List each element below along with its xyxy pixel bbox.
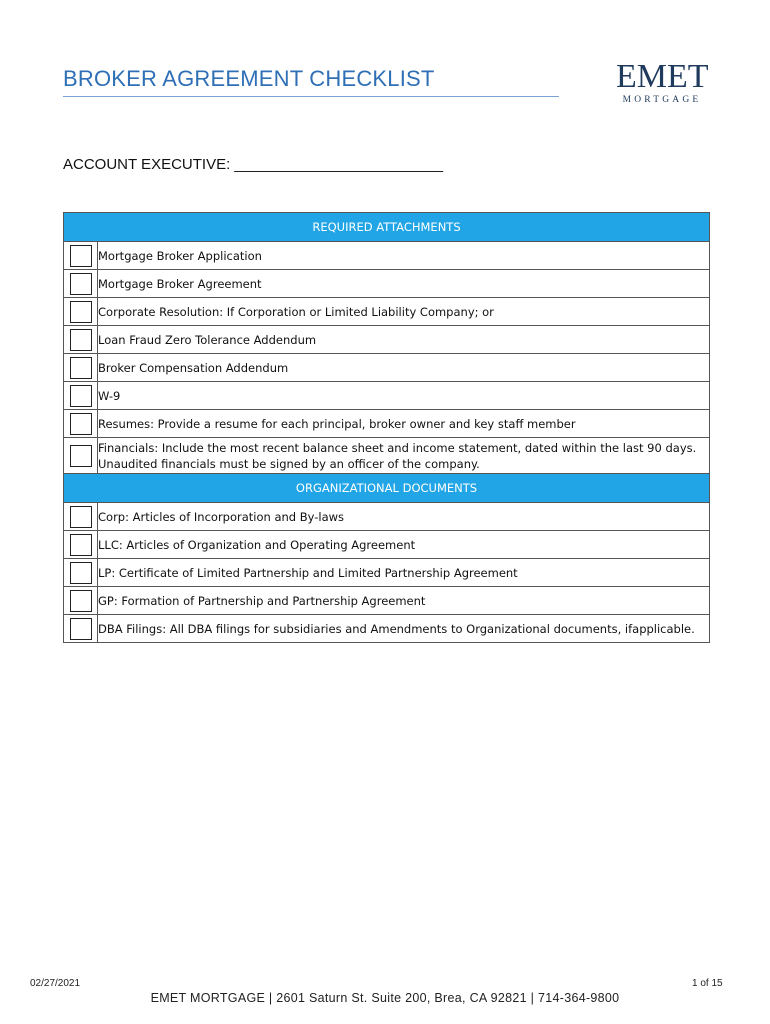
checkbox[interactable] bbox=[70, 506, 92, 528]
checklist-row bbox=[64, 438, 710, 474]
checkbox[interactable] bbox=[70, 445, 92, 467]
checklist-item-label: LP: Certificate of Limited Partnership and Limited Partnership Agreement bbox=[98, 559, 710, 587]
checklist-item-label: Loan Fraud Zero Tolerance Addendum bbox=[98, 326, 710, 354]
checkbox[interactable] bbox=[70, 590, 92, 612]
checklist-item-label: DBA Filings: All DBA filings for subsidiaries and Amendments to Organizational documents, ifapplicable. bbox=[98, 615, 710, 643]
checklist-row bbox=[64, 326, 710, 354]
checklist-row bbox=[64, 410, 710, 438]
checkbox[interactable] bbox=[70, 273, 92, 295]
section-heading: REQUIRED ATTACHMENTS bbox=[64, 213, 710, 242]
checklist-row bbox=[64, 615, 710, 643]
logo-wordmark: EMET bbox=[616, 58, 709, 95]
checklist-row bbox=[64, 354, 710, 382]
footer-address: EMET MORTGAGE | 2601 Saturn St. Suite 200, Brea, CA 92821 | 714-364-9800 bbox=[150, 991, 620, 1005]
section-header-required bbox=[64, 213, 710, 242]
checkbox[interactable] bbox=[70, 413, 92, 435]
title-underline bbox=[63, 96, 559, 97]
checklist-row bbox=[64, 587, 710, 615]
checklist-row bbox=[64, 531, 710, 559]
checkbox[interactable] bbox=[70, 301, 92, 323]
checklist-item-label: LLC: Articles of Organization and Operating Agreement bbox=[98, 531, 710, 559]
checklist-row bbox=[64, 298, 710, 326]
checklist-item-label: GP: Formation of Partnership and Partnership Agreement bbox=[98, 587, 710, 615]
section-header-organizational bbox=[64, 474, 710, 503]
checklist-item-label: Corporate Resolution: If Corporation or Limited Liability Company; or bbox=[98, 298, 710, 326]
checkbox[interactable] bbox=[70, 329, 92, 351]
checklist-row bbox=[64, 382, 710, 410]
checklist-item-label: Mortgage Broker Agreement bbox=[98, 270, 710, 298]
logo-subtitle: MORTGAGE bbox=[622, 95, 702, 105]
account-executive-field[interactable]: ACCOUNT EXECUTIVE: _________________________ bbox=[63, 156, 443, 173]
checkbox[interactable] bbox=[70, 357, 92, 379]
checklist-item-label: Corp: Articles of Incorporation and By-laws bbox=[98, 503, 710, 531]
checkbox[interactable] bbox=[70, 245, 92, 267]
emet-mortgage-logo bbox=[616, 60, 708, 105]
checklist-row bbox=[64, 242, 710, 270]
checklist-row bbox=[64, 559, 710, 587]
footer-date: 02/27/2021 bbox=[30, 978, 81, 989]
checklist-row bbox=[64, 270, 710, 298]
checklist-item-label: Mortgage Broker Application bbox=[98, 242, 710, 270]
section-heading: ORGANIZATIONAL DOCUMENTS bbox=[64, 474, 710, 503]
checklist-item-label: Broker Compensation Addendum bbox=[98, 354, 710, 382]
checklist-item-label: Resumes: Provide a resume for each principal, broker owner and key staff member bbox=[98, 410, 710, 438]
checkbox[interactable] bbox=[70, 534, 92, 556]
checklist-item-label: W-9 bbox=[98, 382, 710, 410]
checkbox[interactable] bbox=[70, 618, 92, 640]
footer-page-number: 1 of 15 bbox=[692, 978, 723, 989]
checklist-row bbox=[64, 503, 710, 531]
checkbox[interactable] bbox=[70, 562, 92, 584]
checkbox[interactable] bbox=[70, 385, 92, 407]
checklist-table bbox=[63, 212, 710, 643]
page-title: BROKER AGREEMENT CHECKLIST bbox=[63, 66, 435, 91]
checklist-item-label: Financials: Include the most recent balance sheet and income statement, dated within the last 90 days. Unaudited financials must be signed by an officer of the company. bbox=[98, 438, 710, 474]
